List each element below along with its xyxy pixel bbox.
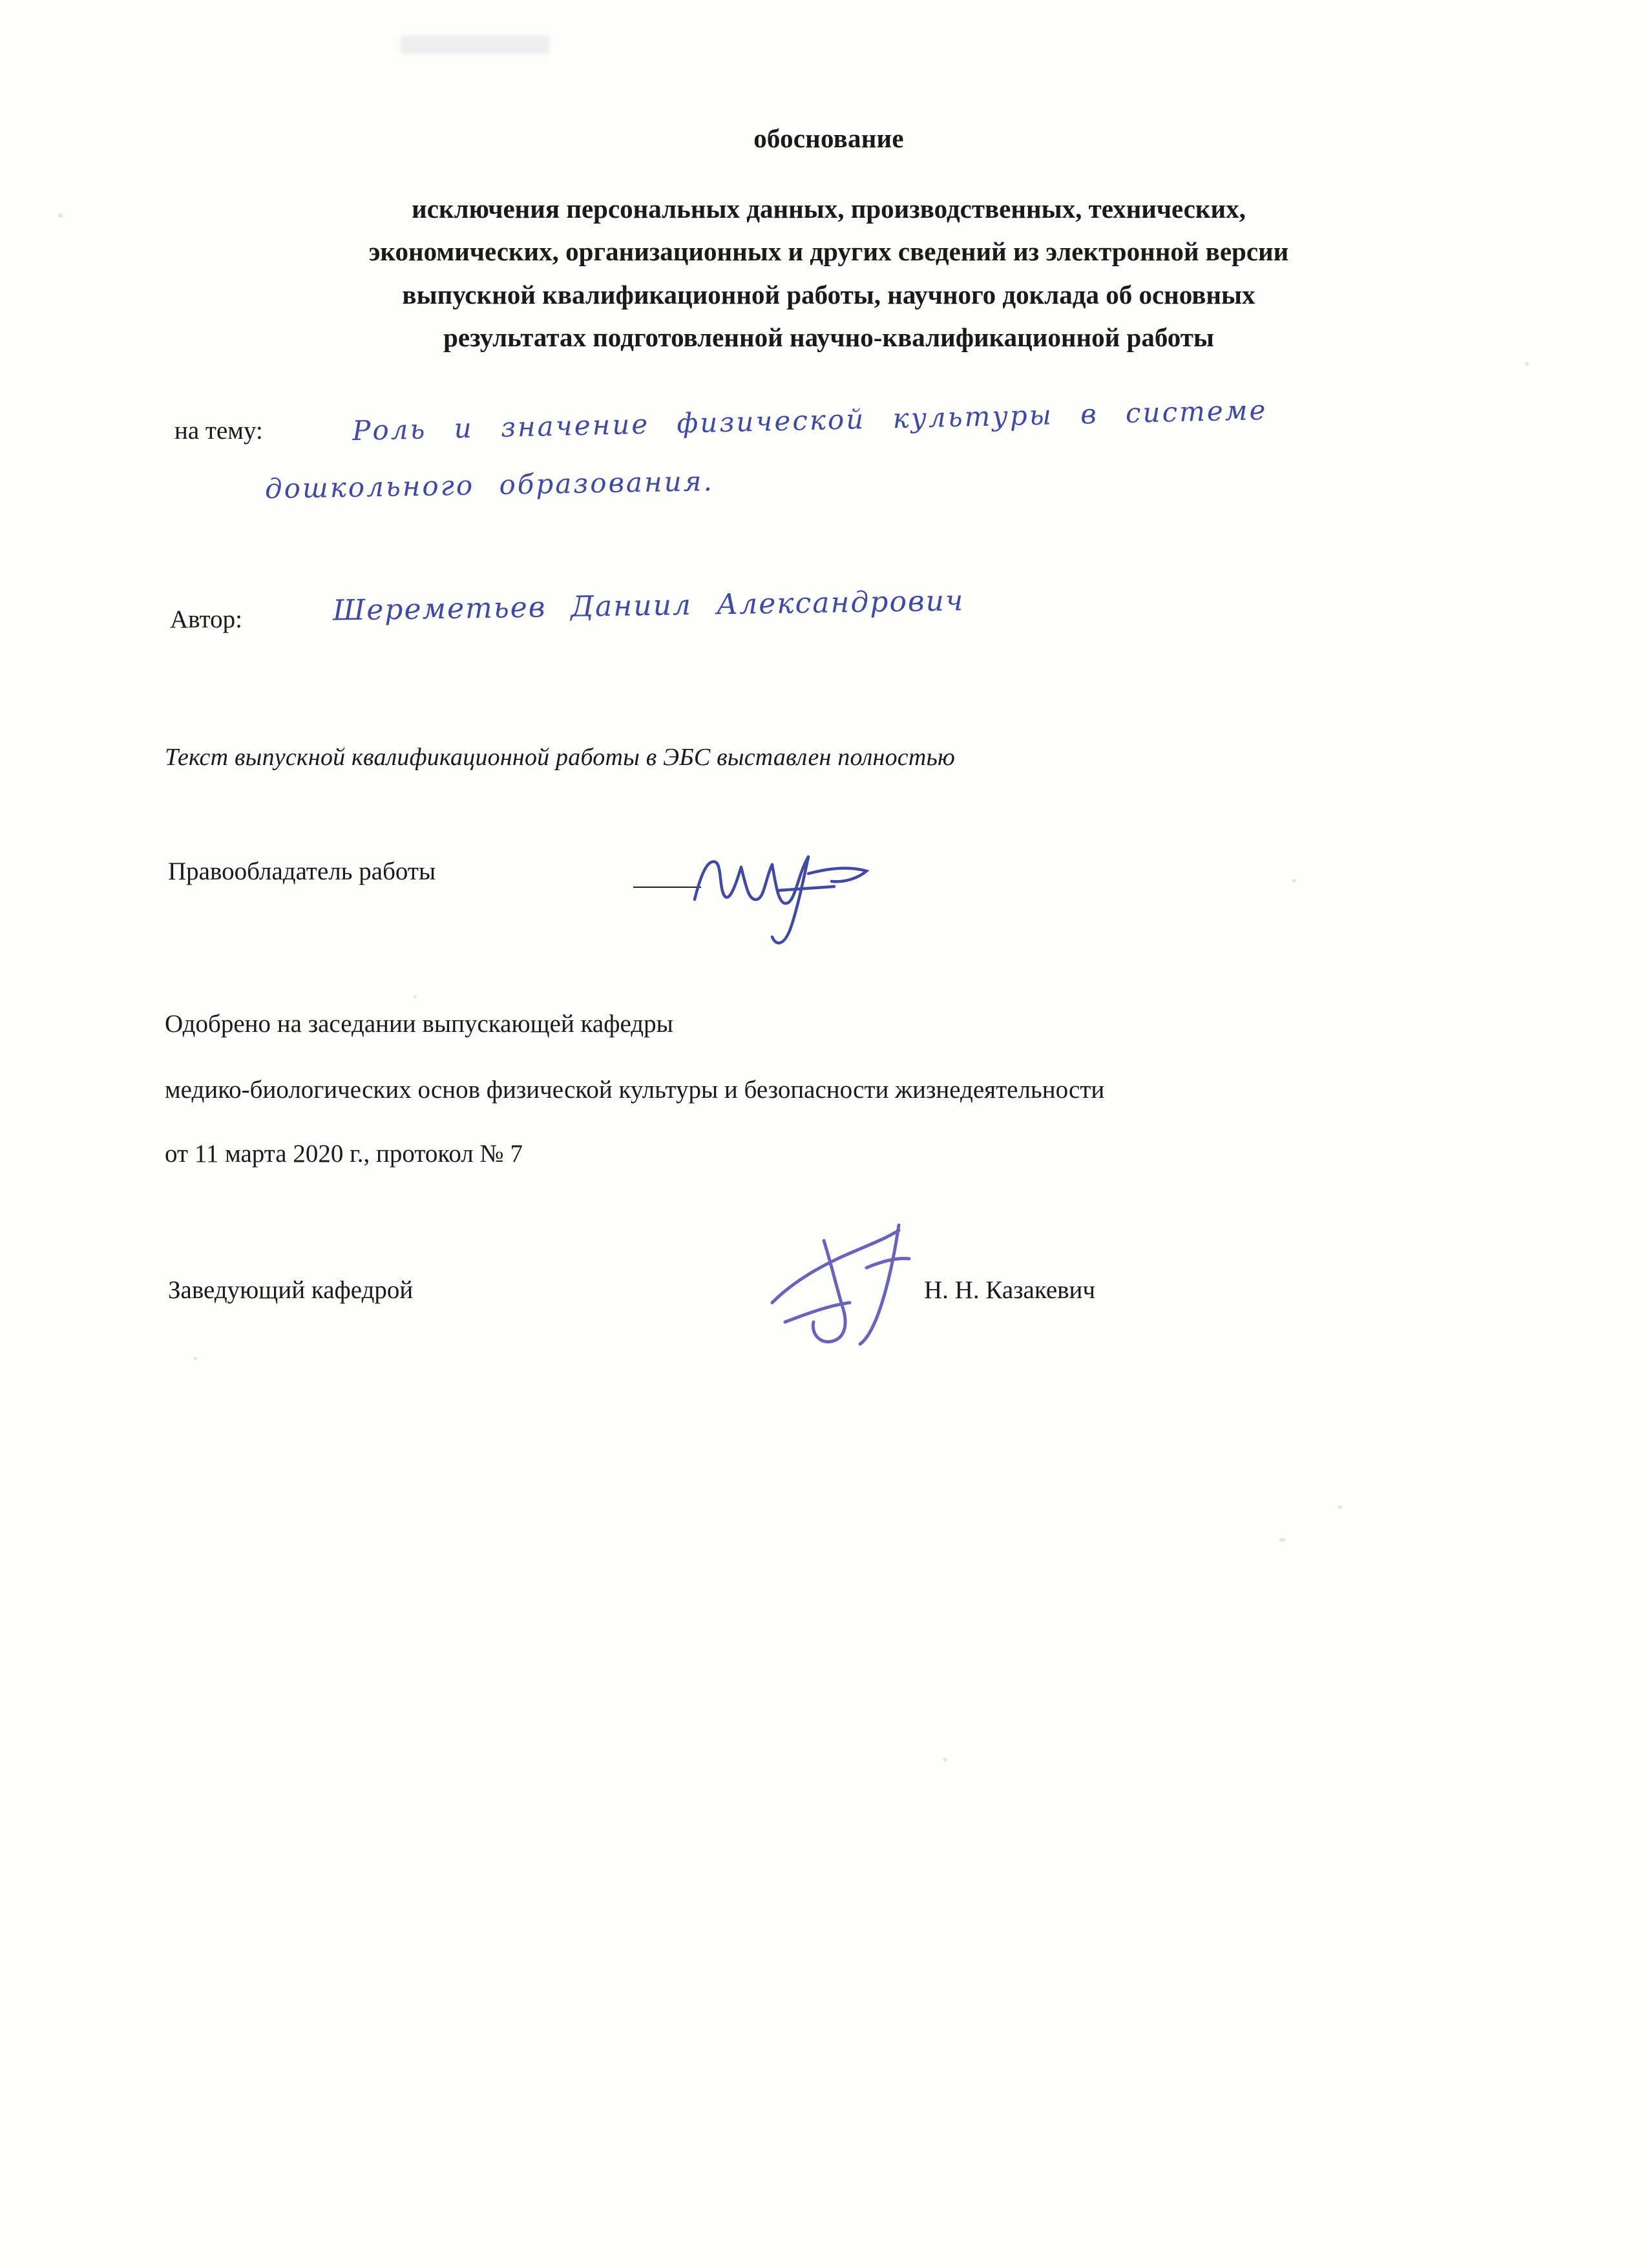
scan-speck: [943, 1758, 947, 1761]
subtitle-line: выпускной квалификационной работы, научного доклада об основных: [402, 279, 1255, 310]
approval-line: Одобрено на заседании выпускающей кафедры: [165, 1009, 673, 1038]
subtitle-line: результатах подготовленной научно-квалификационной работы: [443, 322, 1214, 353]
topic-handwritten-line-2: дошкольного образования.: [264, 465, 715, 505]
scan-speck: [58, 213, 63, 218]
chair-label: Заведующий кафедрой: [168, 1276, 414, 1305]
signature-icon: [682, 828, 953, 951]
scan-artifact: [401, 36, 549, 54]
chair-field: [165, 1244, 1493, 1367]
topic-field: [165, 394, 1493, 534]
topic-handwritten-line-1: Роль и значение физической культуры в системе: [352, 394, 1268, 446]
page-title: обоснование: [753, 123, 904, 153]
author-field: [165, 584, 1493, 688]
document-body: [165, 123, 1493, 1367]
document-subtitle: [191, 187, 1467, 359]
subtitle-line: исключения персональных данных, производственных, технических,: [412, 194, 1246, 224]
author-label: Автор:: [170, 605, 242, 633]
topic-label: на тему:: [174, 416, 263, 445]
availability-note: Текст выпускной квалификационной работы в ЭБС выставлен полностью: [165, 743, 955, 771]
scan-speck: [1525, 362, 1529, 366]
protocol-line: от 11 марта 2020 г., протокол № 7: [165, 1140, 523, 1168]
scan-speck: [1279, 1538, 1285, 1542]
rights-holder-label: Правообладатель работы: [168, 857, 436, 885]
chair-name: Н. Н. Казакевич: [924, 1276, 1096, 1305]
scan-speck: [1338, 1506, 1342, 1509]
department-name: медико-биологических основ физической культуры и безопасности жизнедеятельности: [165, 1075, 1105, 1104]
rights-holder-field: [165, 850, 1493, 947]
subtitle-line: экономических, организационных и других сведений из электронной версии: [368, 236, 1289, 267]
author-handwritten-name: Шереметьев Даниил Александрович: [332, 583, 965, 627]
